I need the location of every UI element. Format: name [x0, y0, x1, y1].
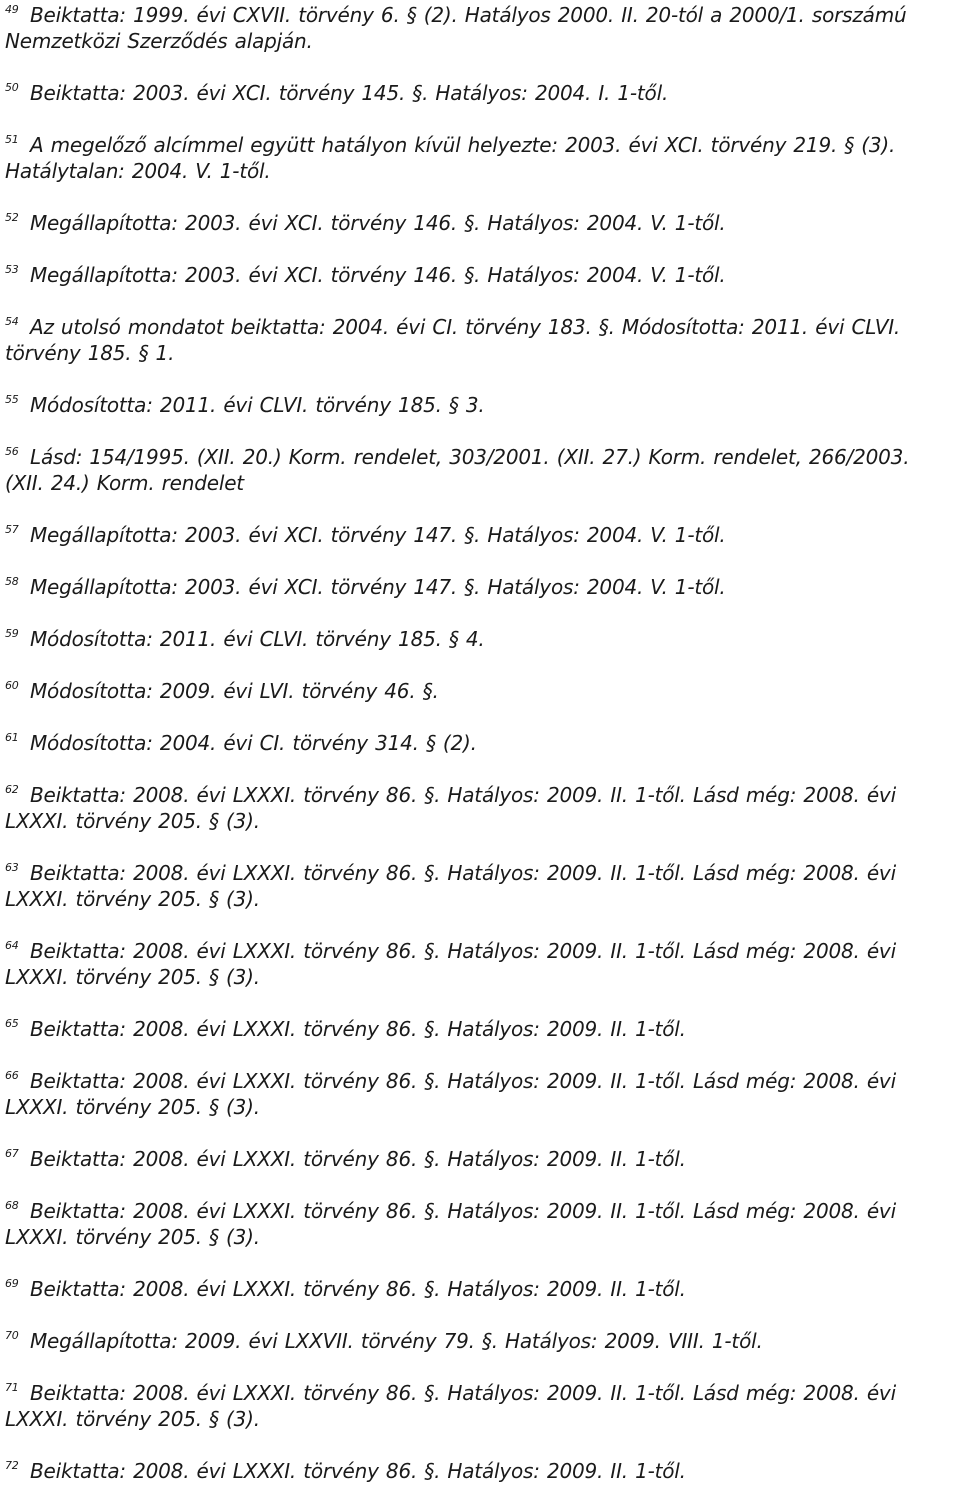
footnote-text: Beiktatta: 2008. évi LXXXI. törvény 86. §. Hatályos: 2009. II. 1-től. Lásd még: 2008. évi LXXXI. törvény 205. § (3).	[5, 1381, 896, 1431]
footnote-text: Módosította: 2011. évi CLVI. törvény 185. § 4.	[30, 627, 485, 651]
footnote-text: Módosította: 2004. évi CI. törvény 314. § (2).	[30, 731, 477, 755]
footnote: 61 Módosította: 2004. évi CI. törvény 314. § (2).	[5, 731, 477, 755]
footnote: 71 Beiktatta: 2008. évi LXXXI. törvény 86. §. Hatályos: 2009. II. 1-től. Lásd még: 2008. évi LXXXI. törvény 205. § (3).	[5, 1381, 896, 1431]
footnote: 60 Módosította: 2009. évi LVI. törvény 46. §.	[5, 679, 439, 703]
footnote: 51 A megelőző alcímmel együtt hatályon kívül helyezte: 2003. évi XCI. törvény 219. § (3). Hatálytalan: 2004. V. 1-től.	[5, 133, 896, 183]
footnote-text: A megelőző alcímmel együtt hatályon kívül helyezte: 2003. évi XCI. törvény 219. § (3). Hatálytalan: 2004. V. 1-től.	[5, 133, 896, 183]
footnote-text: Beiktatta: 1999. évi CXVII. törvény 6. § (2). Hatályos 2000. II. 20-tól a 2000/1. sorszámú Nemzetközi Szerződés alapján.	[5, 3, 907, 53]
footnote: 54 Az utolsó mondatot beiktatta: 2004. évi CI. törvény 183. §. Módosította: 2011. évi CLVI. törvény 185. § 1.	[5, 315, 901, 365]
footnote-text: Az utolsó mondatot beiktatta: 2004. évi CI. törvény 183. §. Módosította: 2011. évi CLVI. törvény 185. § 1.	[5, 315, 901, 365]
footnote-text: Beiktatta: 2008. évi LXXXI. törvény 86. §. Hatályos: 2009. II. 1-től. Lásd még: 2008. évi LXXXI. törvény 205. § (3).	[5, 1199, 896, 1249]
footnote: 72 Beiktatta: 2008. évi LXXXI. törvény 86. §. Hatályos: 2009. II. 1-től.	[5, 1459, 686, 1483]
footnotes-list	[5, 2, 955, 1510]
footnote-text: Beiktatta: 2008. évi LXXXI. törvény 86. §. Hatályos: 2009. II. 1-től. Lásd még: 2008. évi LXXXI. törvény 205. § (3).	[5, 861, 896, 911]
footnote-text: Lásd: 154/1995. (XII. 20.) Korm. rendelet, 303/2001. (XII. 27.) Korm. rendelet, 266/2003. (XII. 24.) Korm. rendelet	[5, 445, 910, 495]
footnote-text: Beiktatta: 2003. évi XCI. törvény 145. §. Hatályos: 2004. I. 1-től.	[30, 81, 669, 105]
footnote: 52 Megállapította: 2003. évi XCI. törvény 146. §. Hatályos: 2004. V. 1-től.	[5, 211, 726, 235]
footnote: 57 Megállapította: 2003. évi XCI. törvény 147. §. Hatályos: 2004. V. 1-től.	[5, 523, 726, 547]
footnote: 67 Beiktatta: 2008. évi LXXXI. törvény 86. §. Hatályos: 2009. II. 1-től.	[5, 1147, 686, 1171]
footnote-text: Megállapította: 2003. évi XCI. törvény 146. §. Hatályos: 2004. V. 1-től.	[30, 211, 726, 235]
footnote: 55 Módosította: 2011. évi CLVI. törvény 185. § 3.	[5, 393, 485, 417]
footnote: 58 Megállapította: 2003. évi XCI. törvény 147. §. Hatályos: 2004. V. 1-től.	[5, 575, 726, 599]
footnote: 62 Beiktatta: 2008. évi LXXXI. törvény 86. §. Hatályos: 2009. II. 1-től. Lásd még: 2008. évi LXXXI. törvény 205. § (3).	[5, 783, 896, 833]
footnote-text: Beiktatta: 2008. évi LXXXI. törvény 86. §. Hatályos: 2009. II. 1-től.	[30, 1277, 686, 1301]
footnote-text: Beiktatta: 2008. évi LXXXI. törvény 86. §. Hatályos: 2009. II. 1-től. Lásd még: 2008. évi LXXXI. törvény 205. § (3).	[5, 939, 896, 989]
footnote: 56 Lásd: 154/1995. (XII. 20.) Korm. rendelet, 303/2001. (XII. 27.) Korm. rendelet, 266/2003. (XII. 24.) Korm. rendelet	[5, 445, 910, 495]
footnote-text: Módosította: 2009. évi LVI. törvény 46. §.	[30, 679, 439, 703]
footnote-text: Megállapította: 2003. évi XCI. törvény 146. §. Hatályos: 2004. V. 1-től.	[30, 263, 726, 287]
footnote-text: Megállapította: 2009. évi LXXVII. törvény 79. §. Hatályos: 2009. VIII. 1-től.	[30, 1329, 763, 1353]
footnote-text: Beiktatta: 2008. évi LXXXI. törvény 86. §. Hatályos: 2009. II. 1-től. Lásd még: 2008. évi LXXXI. törvény 205. § (3).	[5, 783, 896, 833]
footnote-text: Beiktatta: 2008. évi LXXXI. törvény 86. §. Hatályos: 2009. II. 1-től.	[30, 1017, 686, 1041]
footnote: 59 Módosította: 2011. évi CLVI. törvény 185. § 4.	[5, 627, 485, 651]
footnote-text: Megállapította: 2003. évi XCI. törvény 147. §. Hatályos: 2004. V. 1-től.	[30, 523, 726, 547]
footnote-text: Módosította: 2011. évi CLVI. törvény 185. § 3.	[30, 393, 485, 417]
footnote: 50 Beiktatta: 2003. évi XCI. törvény 145. §. Hatályos: 2004. I. 1-től.	[5, 81, 669, 105]
footnote-text: Beiktatta: 2008. évi LXXXI. törvény 86. §. Hatályos: 2009. II. 1-től. Lásd még: 2008. évi LXXXI. törvény 205. § (3).	[5, 1069, 896, 1119]
footnote: 53 Megállapította: 2003. évi XCI. törvény 146. §. Hatályos: 2004. V. 1-től.	[5, 263, 726, 287]
footnote-text: Beiktatta: 2008. évi LXXXI. törvény 86. §. Hatályos: 2009. II. 1-től.	[30, 1147, 686, 1171]
footnote: 70 Megállapította: 2009. évi LXXVII. törvény 79. §. Hatályos: 2009. VIII. 1-től.	[5, 1329, 763, 1353]
footnote-text: Beiktatta: 2008. évi LXXXI. törvény 86. §. Hatályos: 2009. II. 1-től.	[30, 1459, 686, 1483]
footnote: 66 Beiktatta: 2008. évi LXXXI. törvény 86. §. Hatályos: 2009. II. 1-től. Lásd még: 2008. évi LXXXI. törvény 205. § (3).	[5, 1069, 896, 1119]
footnote: 49 Beiktatta: 1999. évi CXVII. törvény 6. § (2). Hatályos 2000. II. 20-tól a 2000/1. sorszámú Nemzetközi Szerződés alapján.	[5, 3, 907, 53]
footnote-text: Megállapította: 2003. évi XCI. törvény 147. §. Hatályos: 2004. V. 1-től.	[30, 575, 726, 599]
footnote: 68 Beiktatta: 2008. évi LXXXI. törvény 86. §. Hatályos: 2009. II. 1-től. Lásd még: 2008. évi LXXXI. törvény 205. § (3).	[5, 1199, 896, 1249]
footnote: 64 Beiktatta: 2008. évi LXXXI. törvény 86. §. Hatályos: 2009. II. 1-től. Lásd még: 2008. évi LXXXI. törvény 205. § (3).	[5, 939, 896, 989]
footnote: 65 Beiktatta: 2008. évi LXXXI. törvény 86. §. Hatályos: 2009. II. 1-től.	[5, 1017, 686, 1041]
footnote: 63 Beiktatta: 2008. évi LXXXI. törvény 86. §. Hatályos: 2009. II. 1-től. Lásd még: 2008. évi LXXXI. törvény 205. § (3).	[5, 861, 896, 911]
footnote: 69 Beiktatta: 2008. évi LXXXI. törvény 86. §. Hatályos: 2009. II. 1-től.	[5, 1277, 686, 1301]
